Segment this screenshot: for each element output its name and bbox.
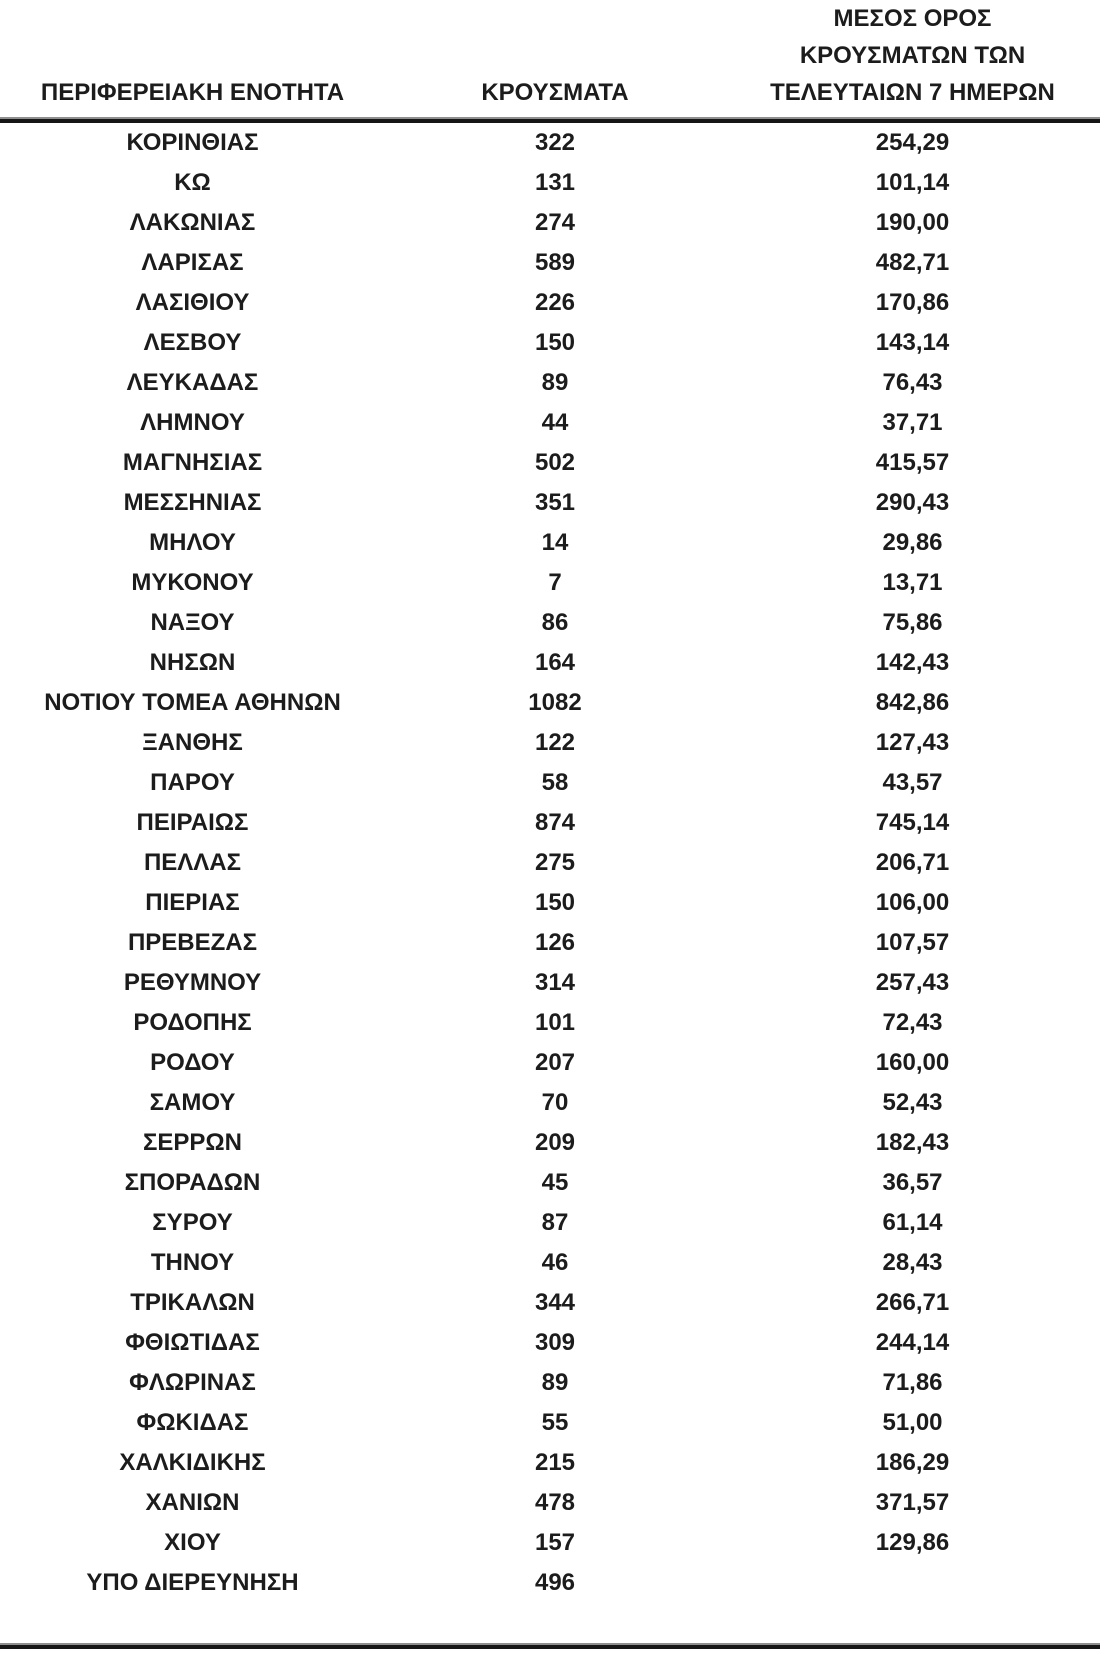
cases-cell: 150 — [534, 889, 576, 916]
table-row — [0, 323, 1100, 363]
avg7-cell: 37,71 — [882, 409, 943, 436]
cases-cell: 502 — [534, 449, 576, 476]
region-cell: ΛΑΣΙΘΙΟΥ — [135, 289, 250, 316]
cases-cell: 7 — [548, 569, 562, 596]
region-cell: ΛΕΣΒΟΥ — [143, 329, 242, 356]
avg7-cell: 106,00 — [875, 889, 950, 916]
cases-cell: 209 — [534, 1129, 576, 1156]
cases-cell: 314 — [534, 969, 576, 996]
avg7-cell: 13,71 — [882, 569, 943, 596]
avg7-cell: 257,43 — [875, 969, 950, 996]
avg7-cell — [725, 1563, 1100, 1603]
table-row — [0, 1523, 1100, 1563]
table-row — [0, 1363, 1100, 1403]
table-row — [0, 1203, 1100, 1243]
cases-cell: 874 — [534, 809, 576, 836]
region-cell: ΠΑΡΟΥ — [150, 769, 235, 796]
cases-cell: 55 — [541, 1409, 569, 1436]
cases-cell: 496 — [534, 1569, 576, 1596]
region-cell: ΚΟΡΙΝΘΙΑΣ — [126, 129, 259, 156]
region-cell: ΠΡΕΒΕΖΑΣ — [127, 929, 258, 956]
region-cell: ΠΙΕΡΙΑΣ — [145, 889, 240, 916]
cases-cell: 122 — [534, 729, 576, 756]
table-body — [0, 123, 1100, 1603]
column-header-avg7 — [725, 0, 1100, 117]
avg7-cell: 76,43 — [882, 369, 943, 396]
region-cell: ΤΗΝΟΥ — [150, 1249, 235, 1276]
avg7-cell: 415,57 — [875, 449, 950, 476]
cases-cell: 309 — [534, 1329, 576, 1356]
avg7-cell: 182,43 — [875, 1129, 950, 1156]
avg7-cell: 142,43 — [875, 649, 950, 676]
avg7-cell: 170,86 — [875, 289, 950, 316]
cases-cell: 275 — [534, 849, 576, 876]
avg7-cell: 72,43 — [882, 1009, 943, 1036]
cases-cell: 46 — [541, 1249, 569, 1276]
table-row — [0, 1083, 1100, 1123]
cases-cell: 478 — [534, 1489, 576, 1516]
table-row — [0, 443, 1100, 483]
table-row — [0, 203, 1100, 243]
cases-cell: 86 — [541, 609, 569, 636]
avg7-cell: 371,57 — [875, 1489, 950, 1516]
cases-cell: 70 — [541, 1089, 569, 1116]
column-header-avg7-line3: ΤΕΛΕΥΤΑΙΩΝ 7 ΗΜΕΡΩΝ — [770, 79, 1055, 106]
region-cell: ΛΑΡΙΣΑΣ — [141, 249, 244, 276]
avg7-cell: 127,43 — [875, 729, 950, 756]
region-cell: ΠΕΙΡΑΙΩΣ — [136, 809, 249, 836]
cases-cell: 58 — [541, 769, 569, 796]
table-row — [0, 1563, 1100, 1603]
table-row — [0, 1163, 1100, 1203]
avg7-cell: 190,00 — [875, 209, 950, 236]
column-header-region — [0, 0, 385, 117]
region-cell: ΛΕΥΚΑΔΑΣ — [126, 369, 259, 396]
table-row — [0, 1443, 1100, 1483]
column-header-avg7-line1: ΜΕΣΟΣ ΟΡΟΣ — [833, 5, 992, 32]
avg7-cell: 290,43 — [875, 489, 950, 516]
cases-cell: 44 — [541, 409, 569, 436]
region-cell: ΣΑΜΟΥ — [149, 1089, 236, 1116]
region-cell: ΤΡΙΚΑΛΩΝ — [130, 1289, 255, 1316]
table-row — [0, 403, 1100, 443]
avg7-cell: 266,71 — [875, 1289, 950, 1316]
table-row — [0, 1043, 1100, 1083]
region-cell: ΛΑΚΩΝΙΑΣ — [129, 209, 256, 236]
region-cell: ΣΕΡΡΩΝ — [143, 1129, 242, 1156]
avg7-cell: 482,71 — [875, 249, 950, 276]
cases-cell: 131 — [534, 169, 576, 196]
avg7-cell: 28,43 — [882, 1249, 943, 1276]
table-row — [0, 483, 1100, 523]
table-row — [0, 803, 1100, 843]
table-row — [0, 923, 1100, 963]
avg7-cell: 61,14 — [882, 1209, 943, 1236]
avg7-cell: 36,57 — [882, 1169, 943, 1196]
avg7-cell: 842,86 — [875, 689, 950, 716]
cases-cell: 344 — [534, 1289, 576, 1316]
table-row — [0, 1403, 1100, 1443]
region-cell: ΡΟΔΟΥ — [150, 1049, 235, 1076]
table-row — [0, 763, 1100, 803]
table-row — [0, 1123, 1100, 1163]
region-cell: ΜΗΛΟΥ — [149, 529, 236, 556]
cases-cell: 150 — [534, 329, 576, 356]
region-cell: ΚΩ — [174, 169, 211, 196]
avg7-cell: 52,43 — [882, 1089, 943, 1116]
cases-cell: 157 — [534, 1529, 576, 1556]
avg7-cell: 129,86 — [875, 1529, 950, 1556]
avg7-cell: 101,14 — [875, 169, 950, 196]
cases-cell: 45 — [541, 1169, 569, 1196]
cases-cell: 1082 — [528, 689, 582, 716]
table-row — [0, 243, 1100, 283]
region-cell: ΣΠΟΡΑΔΩΝ — [124, 1169, 261, 1196]
region-cell: ΦΩΚΙΔΑΣ — [136, 1409, 249, 1436]
region-cell: ΡΟΔΟΠΗΣ — [133, 1009, 252, 1036]
cases-cell: 164 — [534, 649, 576, 676]
region-cell: ΜΑΓΝΗΣΙΑΣ — [122, 449, 263, 476]
table-row — [0, 523, 1100, 563]
bottom-rule — [0, 1643, 1100, 1649]
region-cell: ΧΑΝΙΩΝ — [145, 1489, 240, 1516]
table-row — [0, 563, 1100, 603]
table-row — [0, 1243, 1100, 1283]
table-row — [0, 723, 1100, 763]
region-cell: ΦΛΩΡΙΝΑΣ — [129, 1369, 256, 1396]
region-cell: ΝΑΞΟΥ — [150, 609, 235, 636]
table-row — [0, 1003, 1100, 1043]
avg7-cell: 186,29 — [875, 1449, 950, 1476]
table-row — [0, 883, 1100, 923]
table-row — [0, 163, 1100, 203]
region-cell: ΡΕΘΥΜΝΟΥ — [123, 969, 262, 996]
table-row — [0, 363, 1100, 403]
column-header-avg7-line2: ΚΡΟΥΣΜΑΤΩΝ ΤΩΝ — [799, 42, 1026, 69]
table-row — [0, 1283, 1100, 1323]
region-cell: ΣΥΡΟΥ — [152, 1209, 233, 1236]
cases-cell: 226 — [534, 289, 576, 316]
cases-cell: 351 — [534, 489, 576, 516]
column-header-cases — [385, 0, 725, 117]
avg7-cell: 107,57 — [875, 929, 950, 956]
region-cell: ΜΕΣΣΗΝΙΑΣ — [123, 489, 262, 516]
region-cell: ΥΠΟ ΔΙΕΡΕΥΝΗΣΗ — [86, 1569, 299, 1596]
cases-cell: 126 — [534, 929, 576, 956]
cases-cell: 215 — [534, 1449, 576, 1476]
column-header-cases-label: ΚΡΟΥΣΜΑΤΑ — [481, 79, 629, 106]
cases-cell: 89 — [541, 369, 569, 396]
avg7-cell: 29,86 — [882, 529, 943, 556]
data-table — [0, 123, 1100, 1603]
table-row — [0, 603, 1100, 643]
avg7-cell: 160,00 — [875, 1049, 950, 1076]
avg7-cell: 244,14 — [875, 1329, 950, 1356]
region-cell: ΧΙΟΥ — [164, 1529, 221, 1556]
region-cell: ΞΑΝΘΗΣ — [142, 729, 243, 756]
table-row — [0, 643, 1100, 683]
cases-cell: 207 — [534, 1049, 576, 1076]
table-row — [0, 963, 1100, 1003]
column-header-region-label: ΠΕΡΙΦΕΡΕΙΑΚΗ ΕΝΟΤΗΤΑ — [40, 79, 345, 106]
region-cell: ΝΟΤΙΟΥ ΤΟΜΕΑ ΑΘΗΝΩΝ — [44, 689, 341, 716]
avg7-cell: 143,14 — [875, 329, 950, 356]
avg7-cell: 75,86 — [882, 609, 943, 636]
region-cell: ΧΑΛΚΙΔΙΚΗΣ — [119, 1449, 266, 1476]
cases-cell: 101 — [534, 1009, 576, 1036]
table-row — [0, 1483, 1100, 1523]
avg7-cell: 51,00 — [882, 1409, 943, 1436]
table-footer — [0, 1643, 1100, 1649]
region-cell: ΛΗΜΝΟΥ — [140, 409, 245, 436]
table-row — [0, 1323, 1100, 1363]
table-header — [0, 0, 1100, 117]
avg7-cell: 206,71 — [875, 849, 950, 876]
avg7-cell: 71,86 — [882, 1369, 943, 1396]
table-row — [0, 683, 1100, 723]
region-cell: ΜΥΚΟΝΟΥ — [131, 569, 254, 596]
region-cell: ΠΕΛΛΑΣ — [143, 849, 242, 876]
table-row — [0, 283, 1100, 323]
table-row — [0, 123, 1100, 163]
cases-cell: 89 — [541, 1369, 569, 1396]
cases-cell: 274 — [534, 209, 576, 236]
avg7-cell: 745,14 — [875, 809, 950, 836]
region-cell: ΝΗΣΩΝ — [149, 649, 236, 676]
region-cell: ΦΘΙΩΤΙΔΑΣ — [125, 1329, 260, 1356]
cases-cell: 322 — [534, 129, 576, 156]
table-row — [0, 843, 1100, 883]
cases-cell: 589 — [534, 249, 576, 276]
avg7-cell: 254,29 — [875, 129, 950, 156]
cases-cell: 87 — [541, 1209, 569, 1236]
cases-cell: 14 — [541, 529, 569, 556]
avg7-cell: 43,57 — [882, 769, 943, 796]
